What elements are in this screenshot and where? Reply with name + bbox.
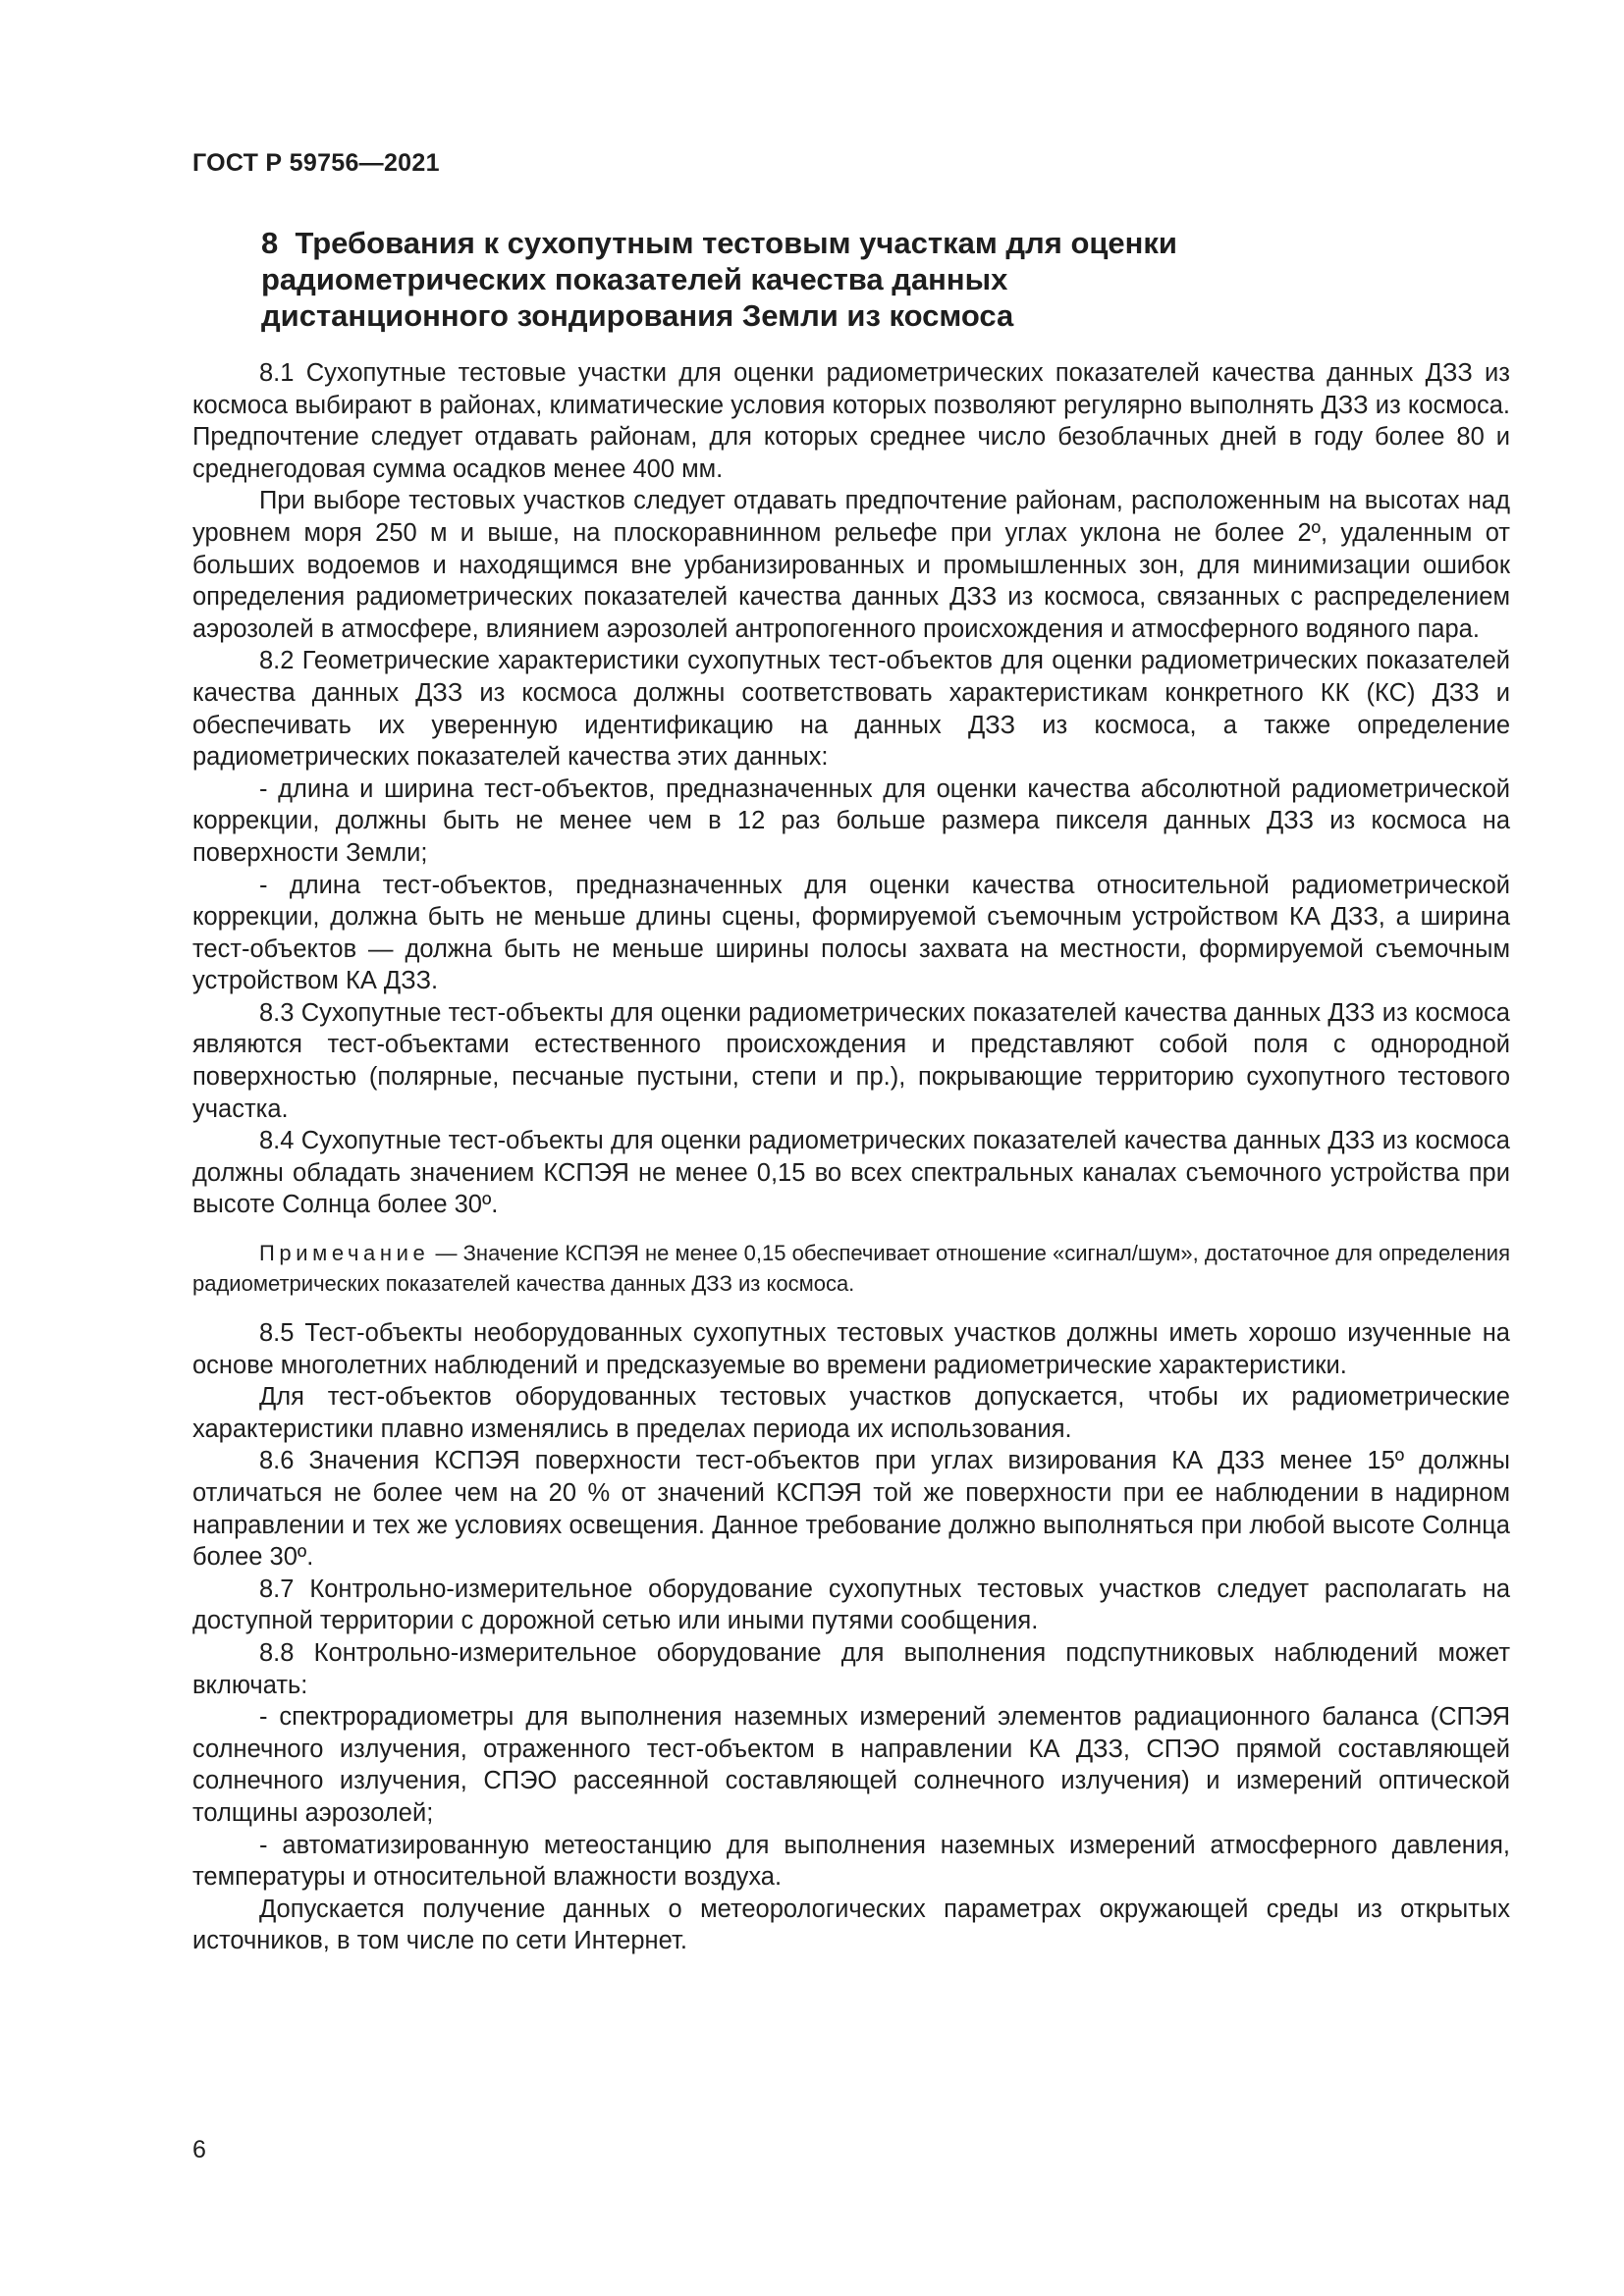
list-item-absolute-correction: - длина и ширина тест-объектов, предназначенных для оценки качества абсолютной радиометрической коррекции, должны быть не менее чем в 12 раз больше размера пикселя данных ДЗЗ из космоса на поверхности Земли; — [192, 774, 1510, 867]
paragraph-8-8: 8.8 Контрольно-измерительное оборудование для выполнения подспутниковых наблюдений может включать: — [192, 1638, 1510, 1699]
document-body — [192, 357, 1510, 1957]
list-item-weather-station: - автоматизированную метеостанцию для выполнения наземных измерений атмосферного давления, температуры и относительной влажности воздуха. — [192, 1831, 1510, 1892]
note-label: Примечание — [259, 1241, 430, 1266]
paragraph-site-selection: При выборе тестовых участков следует отдавать предпочтение районам, расположенным на высотах над уровнем моря 250 м и выше, на плоскоравнинном рельефе при углах уклона не более 2º, удаленным от больших водоемов и находящимся вне урбанизированных и промышленных зон, для минимизации ошибок определения радиометрических показателей качества данных ДЗЗ из космоса, связанных с распределением аэрозолей в атмосфере, влиянием аэрозолей антропогенного происхождения и атмосферного водяного пара. — [192, 487, 1510, 643]
document-code: ГОСТ Р 59756—2021 — [192, 149, 440, 177]
section-heading — [261, 225, 1469, 334]
paragraph-8-4: 8.4 Сухопутные тест-объекты для оценки радиометрических показателей качества данных ДЗЗ из космоса должны обладать значением КСПЭЯ не менее 0,15 во всех спектральных каналах съемочного устройства при высоте Солнца более 30º. — [192, 1127, 1510, 1219]
paragraph-8-7: 8.7 Контрольно-измерительное оборудование сухопутных тестовых участков следует располагать на доступной территории с дорожной сетью или иными путями сообщения. — [192, 1575, 1510, 1635]
paragraph-equipped-sites: Для тест-объектов оборудованных тестовых участков допускается, чтобы их радиометрические характеристики плавно изменялись в пределах периода их использования. — [192, 1383, 1510, 1443]
note-text: — Значение КСПЭЯ не менее 0,15 обеспечивает отношение «сигнал/шум», достаточное для определения радиометрических показателей качества данных ДЗЗ из космоса. — [192, 1241, 1510, 1297]
paragraph-8-3: 8.3 Сухопутные тест-объекты для оценки радиометрических показателей качества данных ДЗЗ из космоса являются тест-объектами естественного происхождения и представляют собой поля с однородной поверхностью (полярные, песчаные пустыни, степи и пр.), покрывающие территорию сухопутного тестового участка. — [192, 998, 1510, 1123]
paragraph-8-5: 8.5 Тест-объекты необорудованных сухопутных тестовых участков должны иметь хорошо изученные на основе многолетних наблюдений и предсказуемые во времени радиометрические характеристики. — [192, 1319, 1510, 1379]
section-title-line-2: радиометрических показателей качества данных — [261, 262, 1008, 296]
list-item-spectroradiometers: - спектрорадиометры для выполнения наземных измерений элементов радиационного баланса (СПЭЯ солнечного излучения, отраженного тест-объектом в направлении КА ДЗЗ, СПЭО прямой составляющей солнечного излучения, СПЭО рассеянной составляющей солнечного излучения) и измерений оптической толщины аэрозолей; — [192, 1703, 1510, 1827]
note — [192, 1238, 1510, 1299]
paragraph-8-2: 8.2 Геометрические характеристики сухопутных тест-объектов для оценки радиометрических показателей качества данных ДЗЗ из космоса должны соответствовать характеристикам конкретного КК (КС) ДЗЗ и обеспечивать их уверенную идентификацию на данных ДЗЗ из космоса, а также определение радиометрических показателей качества этих данных: — [192, 647, 1510, 772]
paragraph-open-sources: Допускается получение данных о метеорологических параметрах окружающей среды из открытых источников, в том числе по сети Интернет. — [192, 1895, 1510, 1955]
section-title-line-1: Требования к сухопутным тестовым участкам для оценки — [295, 226, 1177, 260]
list-item-relative-correction: - длина тест-объектов, предназначенных для оценки качества относительной радиометрической коррекции, должна быть не меньше длины сцены, формируемой съемочным устройством КА ДЗЗ, а ширина тест-объектов — должна быть не меньше ширины полосы захвата на местности, формируемой съемочным устройством КА ДЗЗ. — [192, 871, 1510, 995]
paragraph-8-1: 8.1 Сухопутные тестовые участки для оценки радиометрических показателей качества данных ДЗЗ из космоса выбирают в районах, климатические условия которых позволяют регулярно выполнять ДЗЗ из космоса. Предпочтение следует отдавать районам, для которых среднее число безоблачных дней в году более 80 и среднегодовая сумма осадков менее 400 мм. — [192, 359, 1510, 483]
section-title-line-3: дистанционного зондирования Земли из космоса — [261, 298, 1014, 333]
section-heading-line-1 — [261, 225, 1469, 261]
section-number: 8 — [261, 226, 279, 260]
page-number: 6 — [192, 2136, 206, 2163]
paragraph-8-6: 8.6 Значения КСПЭЯ поверхности тест-объектов при углах визирования КА ДЗЗ менее 15º должны отличаться не более чем на 20 % от значений КСПЭЯ той же поверхности при ее наблюдении в надирном направлении и тех же условиях освещения. Данное требование должно выполняться при любой высоте Солнца более 30º. — [192, 1447, 1510, 1572]
